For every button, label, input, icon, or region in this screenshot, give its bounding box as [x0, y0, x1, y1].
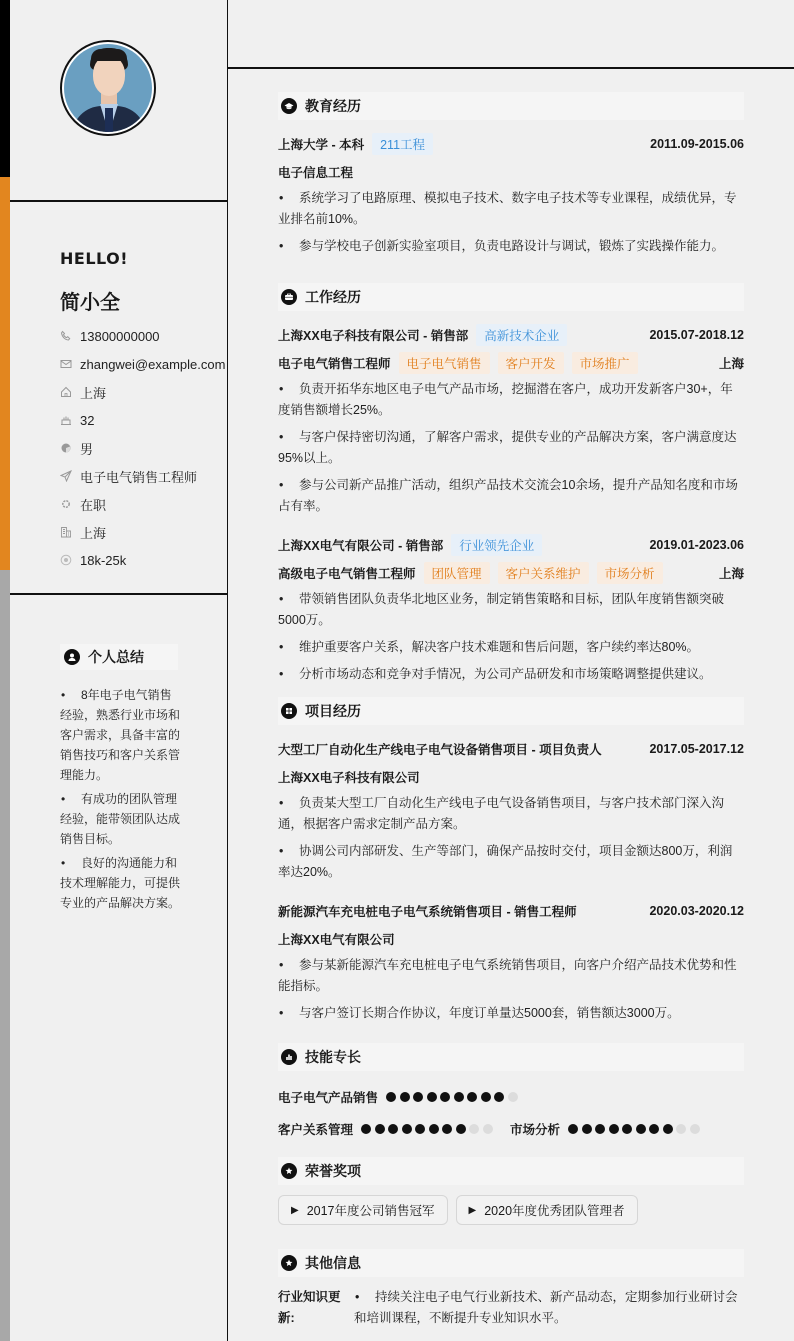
education-desc	[278, 188, 744, 257]
rating-dot-filled	[454, 1092, 464, 1102]
school-name: 上海大学 - 本科	[278, 138, 365, 152]
main-content	[228, 0, 794, 1341]
company-name: 上海XX电子科技有限公司 - 销售部	[278, 329, 469, 343]
phone-icon	[60, 330, 72, 342]
skill-rating	[386, 1092, 521, 1102]
job-city: 上海	[718, 567, 744, 581]
rating-dot-filled	[388, 1124, 398, 1134]
desc-item: • 协调公司内部研发、生产等部门，确保产品按时交付，项目金额达800万，利润率达20%。	[278, 841, 744, 883]
age-icon	[60, 414, 72, 426]
desc-item: • 与客户保持密切沟通，了解客户需求，提供专业的产品解决方案，客户满意度达95%以上。	[278, 427, 744, 469]
job-city: 上海	[718, 357, 744, 371]
status-icon	[60, 498, 72, 510]
work-section	[278, 283, 744, 699]
skill-tag: 市场分析	[597, 562, 663, 584]
rating-dot-empty	[469, 1124, 479, 1134]
education-date: 2011.09-2015.06	[650, 137, 744, 151]
candidate-name: 简小全	[60, 292, 120, 314]
award-item: ▶ 2017年度公司销售冠军	[278, 1195, 448, 1225]
project-entry	[278, 735, 744, 883]
rating-dot-filled	[361, 1124, 371, 1134]
major: 电子信息工程	[278, 166, 354, 180]
grid-icon	[281, 703, 297, 719]
desc-item: • 带领销售团队负责华北地区业务，制定销售策略和目标，团队年度销售额突破5000万。	[278, 589, 744, 631]
rating-dot-filled	[494, 1092, 504, 1102]
skill-item	[510, 1113, 703, 1145]
rating-dot-filled	[415, 1124, 425, 1134]
desc-item: • 系统学习了电路原理、模拟电子技术、数字电子技术等专业课程，成绩优异，专业排名前10%。	[278, 188, 744, 230]
skill-name: 市场分析	[510, 1123, 561, 1137]
bar-chart-icon	[281, 1049, 297, 1065]
skill-tag: 市场推广	[572, 352, 638, 374]
rating-dot-filled	[582, 1124, 592, 1134]
info-phone: 13800000000	[60, 322, 225, 350]
project-name: 大型工厂自动化生产线电子电气设备销售项目 - 项目负责人	[278, 743, 602, 757]
summary-list	[60, 685, 182, 917]
company-tag: 行业领先企业	[451, 534, 542, 556]
education-section	[278, 92, 744, 263]
job-date: 2015.07-2018.12	[649, 328, 744, 342]
header-divider	[228, 67, 794, 69]
awards-title: 荣誉奖项	[305, 1163, 361, 1179]
building-icon	[60, 526, 72, 538]
summary-header	[60, 644, 178, 670]
rating-dot-filled	[375, 1124, 385, 1134]
work-title: 工作经历	[305, 289, 361, 305]
skill-name: 客户关系管理	[278, 1123, 354, 1137]
desc-item: • 维护重要客户关系，解决客户技术难题和售后问题，客户续约率达80%。	[278, 637, 744, 658]
info-status: 在职	[60, 490, 225, 518]
info-age: 32	[60, 406, 225, 434]
desc-item: • 负责某大型工厂自动化生产线电子电气设备销售项目，与客户技术部门深入沟通，根据客户需求定制产品方案。	[278, 793, 744, 835]
company-tag: 高新技术企业	[476, 324, 567, 346]
gender-icon	[60, 442, 72, 454]
rating-dot-filled	[595, 1124, 605, 1134]
rating-dot-filled	[663, 1124, 673, 1134]
paper-plane-icon	[60, 470, 72, 482]
award-icon	[281, 1163, 297, 1179]
desc-item: • 参与公司新产品推广活动，组织产品技术交流会10余场，提升产品知名度和市场占有率。	[278, 475, 744, 517]
award-item: ▶ 2020年度优秀团队管理者	[456, 1195, 638, 1225]
company-name: 上海XX电气有限公司 - 销售部	[278, 539, 444, 553]
rating-dot-filled	[429, 1124, 439, 1134]
avatar	[60, 40, 156, 136]
skills-list	[278, 1081, 744, 1145]
rating-dot-filled	[386, 1092, 396, 1102]
greeting: HELLO!	[60, 249, 129, 268]
summary-item: • 8年电子电气销售经验，熟悉行业市场和客户需求，具备丰富的销售技巧和客户关系管理能力。	[60, 685, 182, 785]
rating-dot-filled	[442, 1124, 452, 1134]
rating-dot-filled	[609, 1124, 619, 1134]
home-icon	[60, 386, 72, 398]
accent-bar-black	[0, 0, 10, 177]
rating-dot-empty	[690, 1124, 700, 1134]
education-header	[278, 92, 744, 120]
job-position: 电子电气销售工程师	[278, 357, 391, 371]
summary-title: 个人总结	[88, 649, 144, 665]
info-city: 上海	[60, 518, 225, 546]
skill-item	[278, 1113, 496, 1145]
project-company: 上海XX电气有限公司	[278, 933, 395, 947]
rating-dot-empty	[676, 1124, 686, 1134]
other-info-row	[278, 1287, 744, 1329]
projects-header	[278, 697, 744, 725]
skills-section	[278, 1043, 744, 1145]
info-position: 电子电气销售工程师	[60, 462, 225, 490]
skill-name: 电子电气产品销售	[278, 1091, 379, 1105]
skill-rating	[361, 1124, 496, 1134]
rating-dot-empty	[508, 1092, 518, 1102]
salary-icon	[60, 554, 72, 566]
awards-list	[278, 1195, 744, 1225]
job-entry	[278, 531, 744, 685]
job-position: 高级电子电气销售工程师	[278, 567, 416, 581]
triangle-right-icon: ▶	[291, 1204, 299, 1216]
skill-tag: 客户开发	[498, 352, 564, 374]
rating-dot-filled	[427, 1092, 437, 1102]
other-section	[278, 1249, 744, 1329]
project-entry	[278, 897, 744, 1024]
other-title: 其他信息	[305, 1255, 361, 1271]
projects-title: 项目经历	[305, 703, 361, 719]
award-icon	[281, 1255, 297, 1271]
education-row	[278, 130, 744, 158]
skill-tag: 电子电气销售	[399, 352, 490, 374]
rating-dot-empty	[483, 1124, 493, 1134]
skill-tag: 客户关系维护	[498, 562, 589, 584]
skills-title: 技能专长	[305, 1049, 361, 1065]
rating-dot-filled	[568, 1124, 578, 1134]
triangle-right-icon: ▶	[468, 1204, 477, 1216]
info-location: 上海	[60, 378, 225, 406]
sidebar-divider	[10, 200, 227, 202]
desc-item: • 与客户签订长期合作协议，年度订单量达5000套，销售额达3000万。	[278, 1003, 744, 1024]
awards-section	[278, 1157, 744, 1225]
project-name: 新能源汽车充电桩电子电气系统销售项目 - 销售工程师	[278, 905, 577, 919]
info-gender: 男	[60, 434, 225, 462]
avatar-photo	[64, 44, 152, 132]
project-date: 2017.05-2017.12	[649, 742, 744, 756]
work-header	[278, 283, 744, 311]
skills-header	[278, 1043, 744, 1071]
project-date: 2020.03-2020.12	[649, 904, 744, 918]
rating-dot-filled	[649, 1124, 659, 1134]
job-date: 2019.01-2023.06	[649, 538, 744, 552]
sidebar	[10, 0, 228, 1341]
rating-dot-filled	[636, 1124, 646, 1134]
rating-dot-filled	[622, 1124, 632, 1134]
user-icon	[64, 649, 80, 665]
rating-dot-filled	[467, 1092, 477, 1102]
accent-bar-orange	[0, 177, 10, 570]
awards-header	[278, 1157, 744, 1185]
other-header	[278, 1249, 744, 1277]
skill-rating	[568, 1124, 703, 1134]
rating-dot-filled	[440, 1092, 450, 1102]
accent-bar-gray	[0, 570, 10, 1341]
rating-dot-filled	[400, 1092, 410, 1102]
desc-item: • 负责开拓华东地区电子电气产品市场，挖掘潜在客户，成功开发新客户30+，年度销售额增长25%。	[278, 379, 744, 421]
other-label: 行业知识更新:	[278, 1290, 341, 1325]
rating-dot-filled	[456, 1124, 466, 1134]
mail-icon	[60, 358, 72, 370]
school-tag: 211工程	[372, 133, 433, 155]
contact-info-list	[60, 322, 225, 574]
briefcase-icon	[281, 289, 297, 305]
other-text: • 持续关注电子电气行业新技术、新产品动态，定期参加行业研讨会和培训课程，不断提升专业知识水平。	[354, 1287, 744, 1329]
job-entry	[278, 321, 744, 517]
desc-item: • 分析市场动态和竞争对手情况，为公司产品研发和市场策略调整提供建议。	[278, 664, 744, 685]
rating-dot-filled	[413, 1092, 423, 1102]
rating-dot-filled	[402, 1124, 412, 1134]
skill-item	[278, 1081, 521, 1113]
desc-item: • 参与某新能源汽车充电桩电子电气系统销售项目，向客户介绍产品技术优势和性能指标。	[278, 955, 744, 997]
skill-tag: 团队管理	[424, 562, 490, 584]
graduation-cap-icon	[281, 98, 297, 114]
projects-section	[278, 697, 744, 1038]
desc-item: • 参与学校电子创新实验室项目，负责电路设计与调试，锻炼了实践操作能力。	[278, 236, 744, 257]
info-salary: 18k-25k	[60, 546, 225, 574]
summary-item: • 良好的沟通能力和技术理解能力，可提供专业的产品解决方案。	[60, 853, 182, 913]
rating-dot-filled	[481, 1092, 491, 1102]
sidebar-divider	[10, 593, 227, 595]
summary-item: • 有成功的团队管理经验，能带领团队达成销售目标。	[60, 789, 182, 849]
education-title: 教育经历	[305, 98, 361, 114]
info-email: zhangwei@example.com	[60, 350, 225, 378]
project-company: 上海XX电子科技有限公司	[278, 771, 420, 785]
